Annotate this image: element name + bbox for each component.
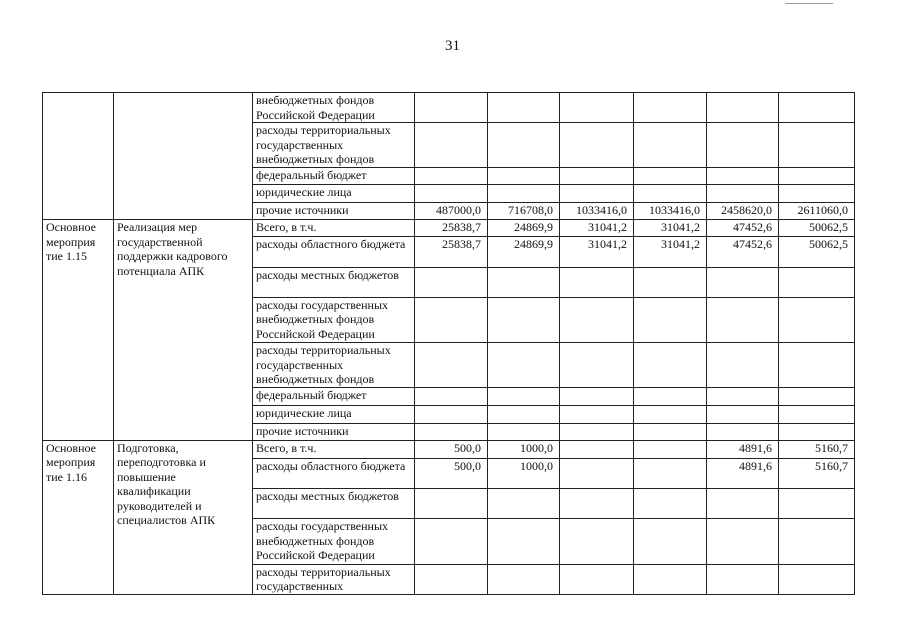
table-row bbox=[43, 440, 855, 458]
measure-code-cell: Основное мероприя тие 1.16 bbox=[43, 440, 114, 594]
amount-cell bbox=[415, 423, 488, 440]
amount-cell: 5160,7 bbox=[779, 440, 855, 458]
funding-source-label: прочие источники bbox=[253, 423, 415, 440]
amount-cell: 31041,2 bbox=[560, 237, 634, 267]
amount-cell: 487000,0 bbox=[415, 203, 488, 220]
funding-source-label: юридические лица bbox=[253, 405, 415, 423]
amount-cell bbox=[707, 168, 779, 185]
funding-source-label: расходы территориальных государственных bbox=[253, 564, 415, 594]
amount-cell bbox=[415, 343, 488, 388]
funding-source-label: внебюджетных фондов Российской Федерации bbox=[253, 93, 415, 123]
amount-cell bbox=[415, 123, 488, 168]
amount-cell bbox=[707, 405, 779, 423]
amount-cell bbox=[560, 423, 634, 440]
amount-cell bbox=[707, 519, 779, 564]
amount-cell bbox=[488, 489, 560, 519]
amount-cell bbox=[488, 343, 560, 388]
amount-cell bbox=[707, 564, 779, 594]
funding-source-label: расходы областного бюджета bbox=[253, 237, 415, 267]
amount-cell bbox=[779, 388, 855, 405]
page-number: 31 bbox=[445, 38, 460, 54]
amount-cell bbox=[634, 405, 707, 423]
table-row bbox=[43, 220, 855, 237]
amount-cell bbox=[779, 185, 855, 203]
amount-cell bbox=[779, 489, 855, 519]
funding-source-label: Всего, в т.ч. bbox=[253, 440, 415, 458]
amount-cell bbox=[415, 489, 488, 519]
amount-cell: 50062,5 bbox=[779, 237, 855, 267]
amount-cell bbox=[707, 123, 779, 168]
funding-source-label: федеральный бюджет bbox=[253, 168, 415, 185]
amount-cell bbox=[779, 267, 855, 297]
amount-cell bbox=[634, 93, 707, 123]
amount-cell bbox=[415, 267, 488, 297]
amount-cell bbox=[560, 185, 634, 203]
amount-cell: 31041,2 bbox=[634, 237, 707, 267]
amount-cell: 1000,0 bbox=[488, 458, 560, 488]
amount-cell bbox=[560, 123, 634, 168]
amount-cell bbox=[634, 267, 707, 297]
measure-title-cell: Подготовка, переподготовка и повышение квалификации руководителей и специалистов АПК bbox=[114, 440, 253, 594]
amount-cell: 500,0 bbox=[415, 440, 488, 458]
amount-cell bbox=[560, 267, 634, 297]
amount-cell bbox=[779, 123, 855, 168]
amount-cell bbox=[488, 388, 560, 405]
funding-source-label: расходы государственных внебюджетных фондов Российской Федерации bbox=[253, 297, 415, 342]
funding-source-label: Всего, в т.ч. bbox=[253, 220, 415, 237]
amount-cell: 47452,6 bbox=[707, 220, 779, 237]
funding-table bbox=[42, 92, 855, 595]
funding-source-label: расходы территориальных государственных внебюджетных фондов bbox=[253, 123, 415, 168]
amount-cell bbox=[779, 93, 855, 123]
amount-cell bbox=[779, 168, 855, 185]
amount-cell bbox=[634, 123, 707, 168]
funding-source-label: расходы областного бюджета bbox=[253, 458, 415, 488]
amount-cell bbox=[415, 388, 488, 405]
amount-cell bbox=[707, 423, 779, 440]
amount-cell bbox=[634, 423, 707, 440]
funding-source-label: расходы местных бюджетов bbox=[253, 489, 415, 519]
funding-source-label: расходы государственных внебюджетных фондов Российской Федерации bbox=[253, 519, 415, 564]
measure-title-cell bbox=[114, 93, 253, 220]
amount-cell bbox=[488, 123, 560, 168]
amount-cell bbox=[560, 564, 634, 594]
amount-cell bbox=[779, 423, 855, 440]
amount-cell bbox=[634, 458, 707, 488]
amount-cell: 47452,6 bbox=[707, 237, 779, 267]
amount-cell: 31041,2 bbox=[634, 220, 707, 237]
funding-source-label: юридические лица bbox=[253, 185, 415, 203]
amount-cell bbox=[560, 440, 634, 458]
amount-cell bbox=[560, 93, 634, 123]
amount-cell bbox=[415, 405, 488, 423]
amount-cell bbox=[707, 388, 779, 405]
amount-cell: 24869,9 bbox=[488, 237, 560, 267]
amount-cell bbox=[488, 423, 560, 440]
amount-cell bbox=[560, 458, 634, 488]
amount-cell bbox=[707, 185, 779, 203]
amount-cell: 50062,5 bbox=[779, 220, 855, 237]
amount-cell: 4891,6 bbox=[707, 440, 779, 458]
amount-cell: 24869,9 bbox=[488, 220, 560, 237]
amount-cell bbox=[779, 519, 855, 564]
funding-source-label: федеральный бюджет bbox=[253, 388, 415, 405]
amount-cell: 716708,0 bbox=[488, 203, 560, 220]
amount-cell: 25838,7 bbox=[415, 237, 488, 267]
funding-source-label: расходы территориальных государственных внебюджетных фондов bbox=[253, 343, 415, 388]
amount-cell bbox=[560, 343, 634, 388]
amount-cell bbox=[560, 405, 634, 423]
amount-cell bbox=[779, 343, 855, 388]
amount-cell bbox=[488, 564, 560, 594]
amount-cell bbox=[634, 519, 707, 564]
amount-cell bbox=[488, 519, 560, 564]
measure-code-cell: Основное мероприя тие 1.15 bbox=[43, 220, 114, 440]
amount-cell: 31041,2 bbox=[560, 220, 634, 237]
amount-cell bbox=[488, 267, 560, 297]
amount-cell bbox=[634, 388, 707, 405]
amount-cell bbox=[634, 440, 707, 458]
amount-cell bbox=[488, 297, 560, 342]
amount-cell bbox=[634, 343, 707, 388]
amount-cell bbox=[415, 297, 488, 342]
funding-source-label: расходы местных бюджетов bbox=[253, 267, 415, 297]
funding-source-label: прочие источники bbox=[253, 203, 415, 220]
amount-cell: 25838,7 bbox=[415, 220, 488, 237]
amount-cell bbox=[634, 185, 707, 203]
amount-cell bbox=[415, 185, 488, 203]
amount-cell bbox=[707, 343, 779, 388]
table-row bbox=[43, 93, 855, 123]
amount-cell: 1000,0 bbox=[488, 440, 560, 458]
amount-cell: 5160,7 bbox=[779, 458, 855, 488]
amount-cell bbox=[560, 519, 634, 564]
amount-cell: 1033416,0 bbox=[634, 203, 707, 220]
amount-cell: 500,0 bbox=[415, 458, 488, 488]
amount-cell bbox=[707, 489, 779, 519]
amount-cell bbox=[488, 93, 560, 123]
measure-code-cell bbox=[43, 93, 114, 220]
amount-cell: 1033416,0 bbox=[560, 203, 634, 220]
amount-cell bbox=[634, 564, 707, 594]
amount-cell bbox=[488, 168, 560, 185]
amount-cell bbox=[779, 405, 855, 423]
amount-cell bbox=[488, 405, 560, 423]
amount-cell bbox=[560, 388, 634, 405]
amount-cell bbox=[707, 93, 779, 123]
amount-cell bbox=[634, 168, 707, 185]
top-edge-rule bbox=[785, 0, 833, 4]
amount-cell bbox=[415, 168, 488, 185]
amount-cell: 2611060,0 bbox=[779, 203, 855, 220]
amount-cell bbox=[415, 93, 488, 123]
amount-cell bbox=[707, 267, 779, 297]
amount-cell bbox=[560, 489, 634, 519]
amount-cell: 4891,6 bbox=[707, 458, 779, 488]
measure-title-cell: Реализация мер государственной поддержки кадрового потенциала АПК bbox=[114, 220, 253, 440]
amount-cell bbox=[779, 297, 855, 342]
amount-cell bbox=[560, 297, 634, 342]
amount-cell bbox=[560, 168, 634, 185]
amount-cell bbox=[415, 564, 488, 594]
amount-cell: 2458620,0 bbox=[707, 203, 779, 220]
amount-cell bbox=[488, 185, 560, 203]
amount-cell bbox=[634, 489, 707, 519]
amount-cell bbox=[779, 564, 855, 594]
amount-cell bbox=[707, 297, 779, 342]
amount-cell bbox=[634, 297, 707, 342]
amount-cell bbox=[415, 519, 488, 564]
